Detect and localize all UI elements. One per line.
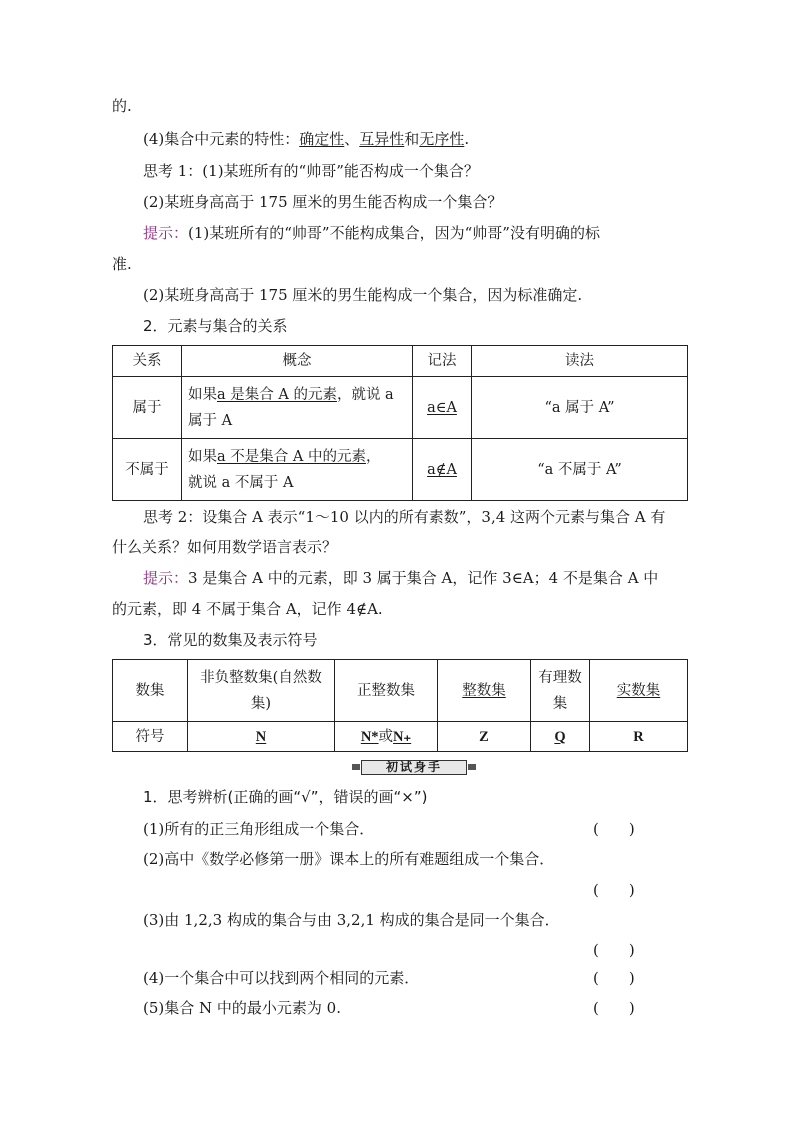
question-text: (2)高中《数学必修第一册》课本上的所有难题组成一个集合． <box>143 850 555 868</box>
text-span: 就说 a 不属于 A <box>188 474 294 491</box>
question-text: (4)一个集合中可以找到两个相同的元素． <box>143 969 420 987</box>
table-cell: a∉A <box>413 439 472 501</box>
underlined-term: 互异性 <box>359 130 405 148</box>
element-set-relation-table <box>112 345 688 501</box>
table-header <box>188 660 335 722</box>
text-line <box>143 129 469 149</box>
text-span: 有理数 <box>538 669 582 686</box>
table-header <box>531 660 590 722</box>
exercise-title: 1．思考辨析(正确的画“√”，错误的画“×”) <box>143 788 428 806</box>
table-cell: “a 不属于 A” <box>472 439 688 501</box>
text-span: ，就说 a <box>336 386 394 403</box>
text-line: (2)某班身高高于 175 厘米的男生能否构成一个集合？ <box>143 193 503 211</box>
underlined-term: 确定性 <box>299 130 345 148</box>
text-span: N₊ <box>393 728 412 745</box>
text-span: 3 是集合 A 中的元素，即 3 属于集合 A，记作 3∈A；4 不是集合 A 中 <box>188 569 659 587</box>
text-span: 和 <box>404 130 420 148</box>
table-cell <box>182 377 413 439</box>
question-text: (5)集合 N 中的最小元素为 0. <box>143 999 341 1017</box>
text-span: 属于 A <box>188 412 233 429</box>
answer-parentheses: ( ) <box>593 969 635 987</box>
table-cell: 属于 <box>113 377 182 439</box>
text-line: 思考 2：设集合 A 表示“1～10 以内的所有素数”，3,4 这两个元素与集合 A 有 <box>143 508 666 526</box>
text-line: (2)某班身高高于 175 厘米的男生能构成一个集合，因为标准确定. <box>143 286 583 304</box>
text-line <box>143 568 658 588</box>
underlined-term: a 不是集合 A 中的元素 <box>217 448 366 465</box>
section-banner: 初试身手 <box>361 760 467 775</box>
table-header: 正整数集 <box>335 660 438 722</box>
underlined-term: a 是集合 A 的元素 <box>217 386 337 403</box>
text-span: (4)集合中元素的特性： <box>143 130 300 148</box>
text-line <box>143 223 600 243</box>
table-cell: Z <box>438 722 531 752</box>
text-span: 如果 <box>188 386 217 403</box>
text-span: 非负整数集(自然数 <box>200 669 322 686</box>
answer-parentheses: ( ) <box>593 820 635 838</box>
text-span: . <box>464 130 470 148</box>
table-header: 整数集 <box>438 660 531 722</box>
answer-parentheses: ( ) <box>593 941 635 959</box>
table-cell: a∈A <box>413 377 472 439</box>
table-cell: N <box>188 722 335 752</box>
table-header: 实数集 <box>590 660 688 722</box>
question-text: (1)所有的正三角形组成一个集合． <box>143 820 375 838</box>
text-line: 思考 1：(1)某班所有的“帅哥”能否构成一个集合？ <box>143 162 479 180</box>
answer-parentheses: ( ) <box>593 881 635 899</box>
answer-parentheses: ( ) <box>593 999 635 1017</box>
text-span: (1)某班所有的“帅哥”不能构成集合，因为“帅哥”没有明确的标 <box>188 224 600 242</box>
table-cell: Q <box>531 722 590 752</box>
table-cell: 不属于 <box>113 439 182 501</box>
text-line: 的. <box>112 97 132 115</box>
table-cell <box>335 722 438 752</box>
section-heading: 2．元素与集合的关系 <box>143 317 288 335</box>
table-cell: R <box>590 722 688 752</box>
table-header: 关系 <box>113 346 182 377</box>
question-text: (3)由 1,2,3 构成的集合与由 3,2,1 构成的集合是同一个集合． <box>143 911 560 929</box>
text-line: 准. <box>112 255 132 273</box>
table-header: 读法 <box>472 346 688 377</box>
hint-label: 提示： <box>143 569 189 587</box>
text-line: 的元素，即 4 不属于集合 A，记作 4∉A. <box>112 600 383 618</box>
text-line: 什么关系？如何用数学语言表示？ <box>112 538 338 556</box>
table-cell <box>182 439 413 501</box>
underlined-term: 无序性 <box>419 130 465 148</box>
text-span: N* <box>360 728 379 745</box>
number-sets-table <box>112 659 688 752</box>
hint-label: 提示： <box>143 224 189 242</box>
text-span: 集) <box>250 695 272 712</box>
section-heading: 3．常见的数集及表示符号 <box>143 631 318 649</box>
table-header: 记法 <box>413 346 472 377</box>
text-span: 如果 <box>188 448 217 465</box>
text-span: ， <box>365 448 381 465</box>
text-span: 或 <box>378 728 394 745</box>
table-header: 数集 <box>113 660 188 722</box>
text-span: 集 <box>552 695 568 712</box>
table-header: 概念 <box>182 346 413 377</box>
text-span: 、 <box>344 130 360 148</box>
table-cell: 符号 <box>113 722 188 752</box>
table-cell: “a 属于 A” <box>472 377 688 439</box>
